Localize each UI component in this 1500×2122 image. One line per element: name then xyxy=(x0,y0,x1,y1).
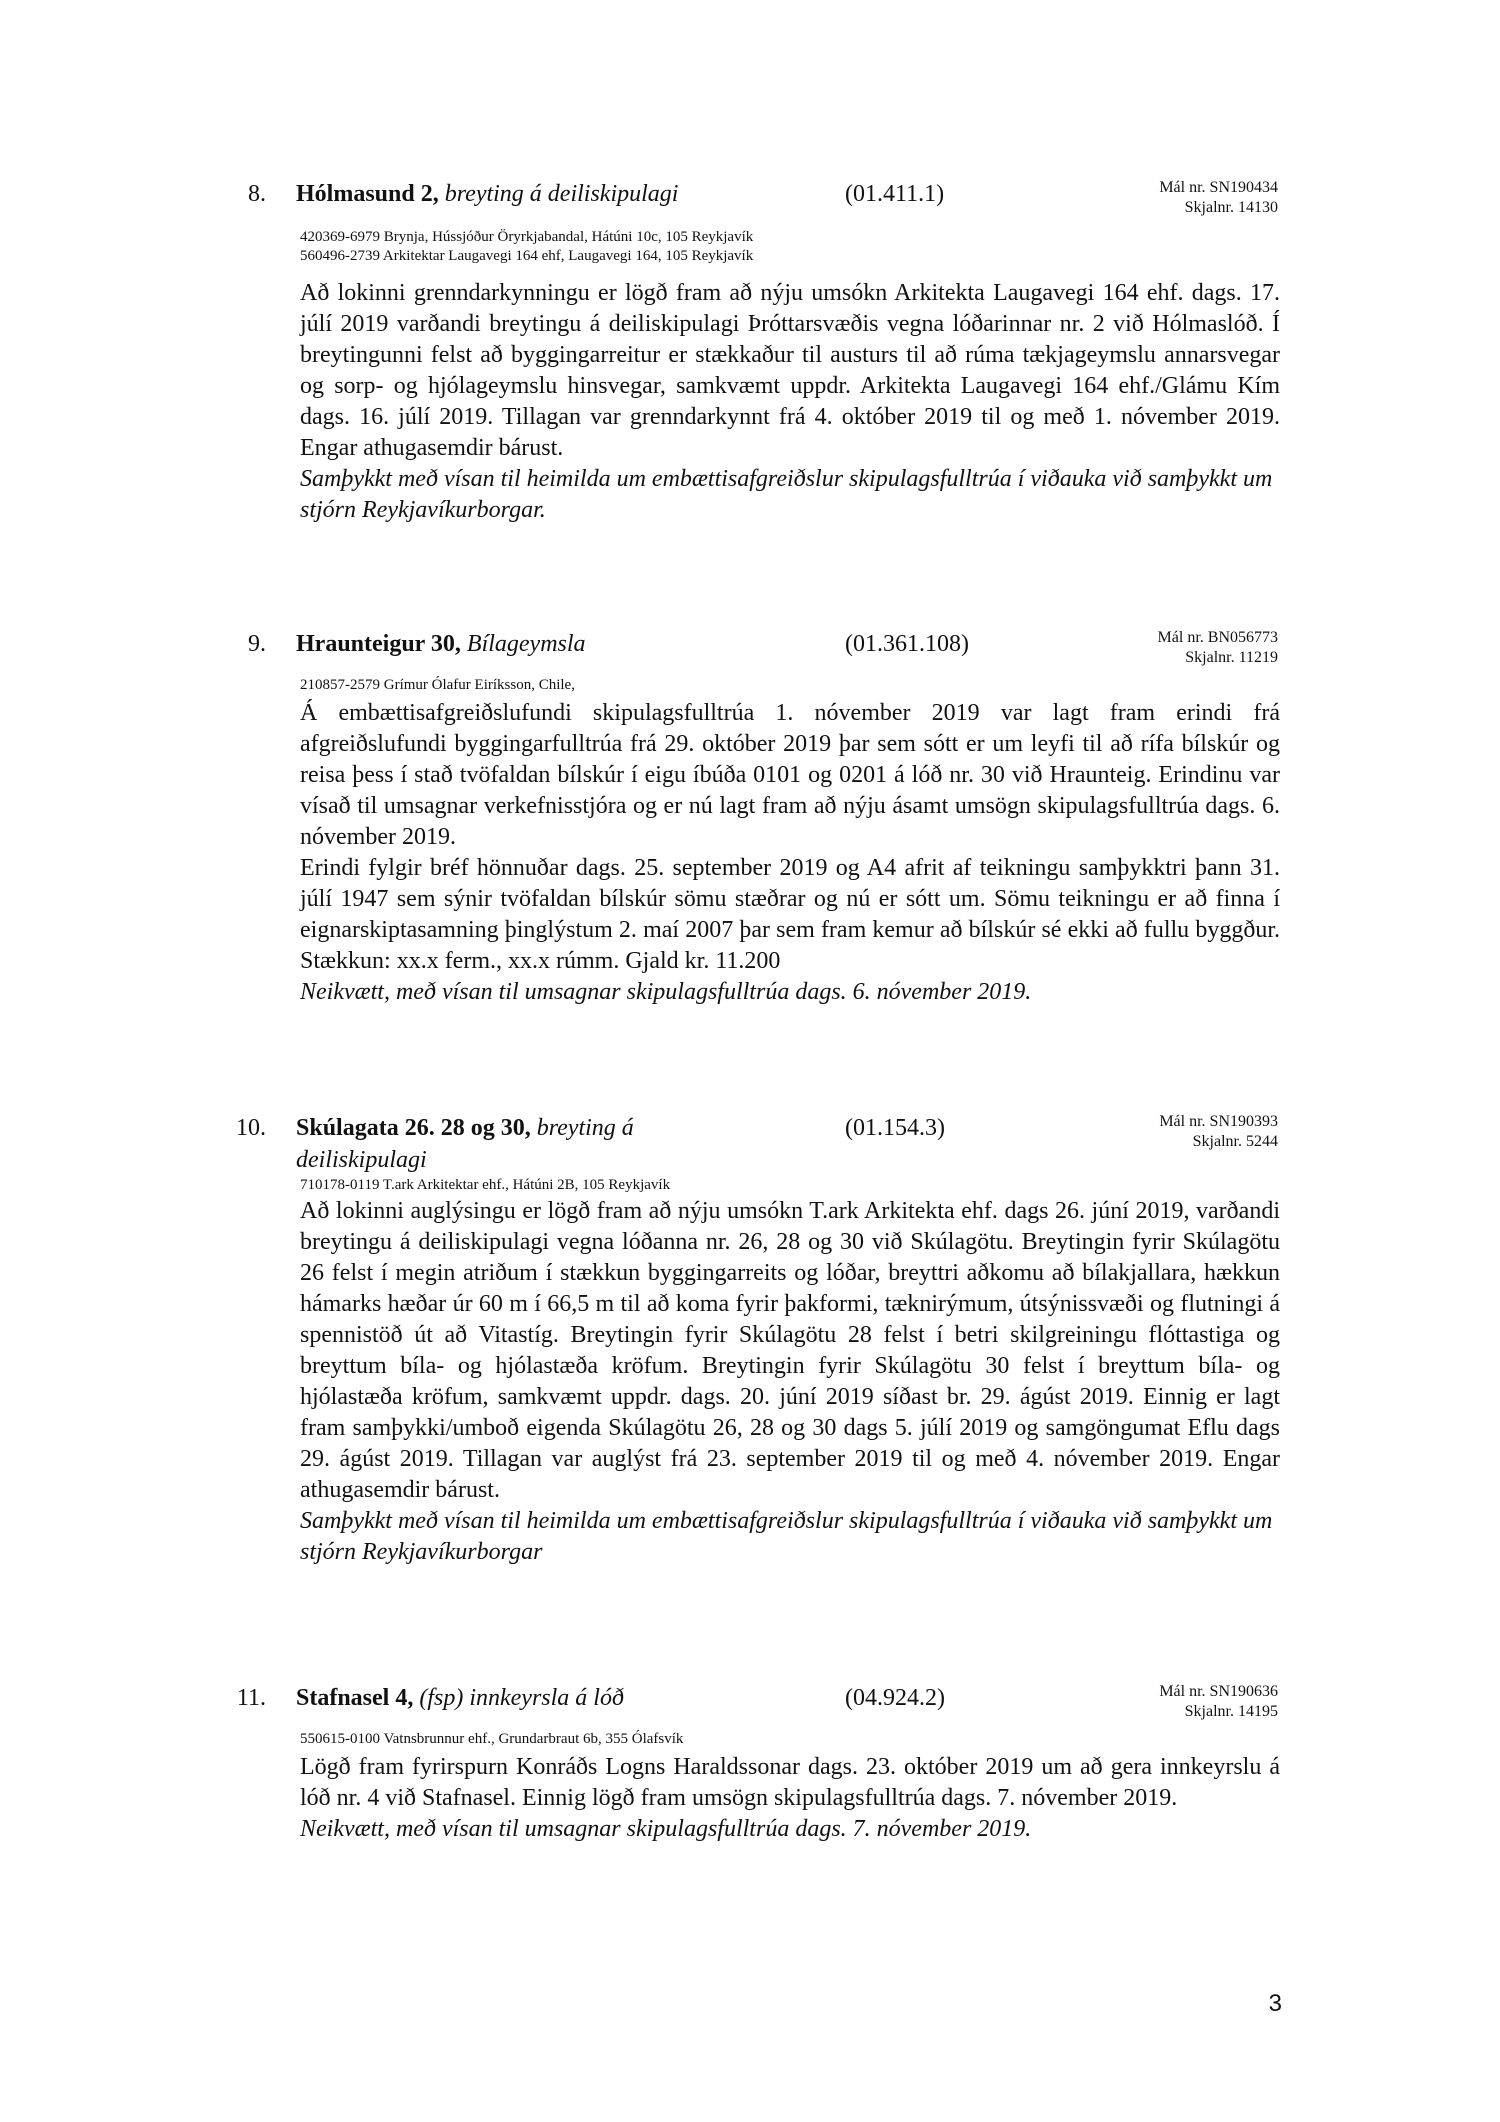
applicant-line: 710178-0119 T.ark Arkitektar ehf., Hátúni 2B, 105 Reykjavík xyxy=(300,1177,671,1193)
item-header xyxy=(0,1682,1500,1722)
item-land-code: (04.924.2) xyxy=(845,1685,945,1711)
item-subject: (fsp) innkeyrsla á lóð xyxy=(419,1685,624,1711)
document-number: Skjalnr. 14195 xyxy=(1184,1703,1278,1720)
item-title xyxy=(296,628,806,660)
item-land-code: (01.154.3) xyxy=(845,1115,945,1141)
item-number: 11. xyxy=(236,1685,266,1711)
item-header xyxy=(0,178,1500,218)
item-street: Stafnasel 4, xyxy=(296,1685,414,1711)
item-reference xyxy=(1159,1682,1278,1722)
item-number: 9. xyxy=(248,631,266,657)
agenda-item-8 xyxy=(0,178,1500,523)
item-header xyxy=(0,628,1500,668)
item-subject: Bílageymsla xyxy=(466,631,586,657)
item-paragraph: Að lokinni grenndarkynningu er lögð fram að nýju umsókn Arkitekta Laugavegi 164 ehf. dags. 17. júlí 2019 varðandi breytingu á deiliskipulagi Þróttarsvæðis vegna lóðarinnar nr. 2 við Hólmaslóð. Í breytingunni felst að byggingarreitur er stækkaður til austurs til að rúma tækjageymslu annarsvegar og sorp- og hjólageymslu hinsvegar, samkvæmt uppdr. Arkitekta Laugavegi 164 ehf./Glámu Kím dags. 16. júlí 2019. Tillagan var grenndarkynnt frá 4. október 2019 til og með 1. nóvember 2019. Engar athugasemdir bárust. xyxy=(300,280,1280,461)
item-paragraph: Erindi fylgir bréf hönnuðar dags. 25. september 2019 og A4 afrit af teikningu samþykktri þann 31. júlí 1947 sem sýnir tvöfaldan bílskúr sömu stæðrar og nú er sótt um. Sömu teikningu er að finna í eignarskiptasamning þinglýstum 2. maí 2007 þar sem fram kemur að bílskúr sé ekki að fullu byggður. Stækkun: xx.x ferm., xx.x rúmm. Gjald kr. 11.200 xyxy=(300,855,1280,974)
item-decision: Neikvætt, með vísan til umsagnar skipulagsfulltrúa dags. 6. nóvember 2019. xyxy=(300,979,1032,1005)
page-number: 3 xyxy=(1268,1990,1282,2017)
case-number: Mál nr. SN190393 xyxy=(1159,1113,1278,1130)
item-reference xyxy=(1159,1112,1278,1152)
applicant-line: 550615-0100 Vatnsbrunnur ehf., Grundarbraut 6b, 355 Ólafsvík xyxy=(300,1731,684,1747)
agenda-item-9 xyxy=(0,628,1500,1005)
case-number: Mál nr. SN190434 xyxy=(1159,179,1278,196)
document-number: Skjalnr. 14130 xyxy=(1184,199,1278,216)
case-number: Mál nr. BN056773 xyxy=(1157,629,1278,646)
item-subject: breyting á deiliskipulagi xyxy=(296,1115,634,1173)
item-decision: Samþykkt með vísan til heimilda um embættisafgreiðslur skipulagsfulltrúa í viðauka við samþykkt um stjórn Reykjavíkurborgar xyxy=(300,1508,1273,1565)
item-number: 8. xyxy=(248,181,266,207)
item-body xyxy=(300,278,1280,526)
document-number: Skjalnr. 11219 xyxy=(1185,649,1278,666)
item-title xyxy=(296,1682,806,1714)
item-title xyxy=(296,1112,716,1176)
item-reference xyxy=(1159,178,1278,218)
item-paragraph: Lögð fram fyrirspurn Konráðs Logns Haraldssonar dags. 23. október 2019 um að gera innkeyrslu á lóð nr. 4 við Stafnasel. Einnig lögð fram umsögn skipulagsfulltrúa dags. 7. nóvember 2019. xyxy=(300,1754,1280,1811)
item-decision: Neikvætt, með vísan til umsagnar skipulagsfulltrúa dags. 7. nóvember 2019. xyxy=(300,1816,1032,1842)
applicant-line: 420369-6979 Brynja, Hússjóður Öryrkjabandal, Hátúni 10c, 105 Reykjavík xyxy=(300,229,754,245)
agenda-item-10 xyxy=(0,1112,1500,1565)
item-header xyxy=(0,1112,1500,1173)
item-body xyxy=(300,1752,1280,1845)
item-reference xyxy=(1158,628,1278,668)
item-street: Hólmasund 2, xyxy=(296,181,439,207)
applicant-line: 210857-2579 Grímur Ólafur Eiríksson, Chile, xyxy=(300,677,575,693)
item-land-code: (01.361.108) xyxy=(845,631,969,657)
applicant-list xyxy=(300,1730,683,1749)
case-number: Mál nr. SN190636 xyxy=(1159,1683,1278,1700)
item-paragraph: Að lokinni auglýsingu er lögð fram að nýju umsókn T.ark Arkitekta ehf. dags 26. júní 2019, varðandi breytingu á deiliskipulagi vegna lóðanna nr. 26, 28 og 30 við Skúlagötu. Breytingin fyrir Skúlagötu 26 felst í megin atriðum í stækkun byggingarreits og lóðar, breyttri aðkomu að bílakjallara, hækkun hámarks hæðar úr 60 m í 66,5 m til að koma fyrir þakformi, tæknirýmum, útsýnissvæði og flutningi á spennistöð út að Vitastíg. Breytingin fyrir Skúlagötu 28 felst í betri skilgreiningu flóttastiga og breyttum bíla- og hjólastæða kröfum. Breytingin fyrir Skúlagötu 30 felst í breyttum bíla- og hjólastæða kröfum, samkvæmt uppdr. dags. 20. júní 2019 síðast br. 29. ágúst 2019. Einnig er lagt fram samþykki/umboð eigenda Skúlagötu 26, 28 og 30 dags 5. júlí 2019 og samgöngumat Eflu dags 29. ágúst 2019. Tillagan var auglýst frá 23. september 2019 til og með 4. nóvember 2019. Engar athugasemdir bárust. xyxy=(300,1198,1280,1503)
applicant-line: 560496-2739 Arkitektar Laugavegi 164 ehf, Laugavegi 164, 105 Reykjavík xyxy=(300,248,754,264)
item-body xyxy=(300,698,1280,1008)
document-number: Skjalnr. 5244 xyxy=(1192,1133,1278,1150)
applicant-list xyxy=(300,1176,670,1195)
agenda-item-11 xyxy=(0,1682,1500,1842)
applicant-list xyxy=(300,228,753,266)
item-paragraph: Á embættisafgreiðslufundi skipulagsfulltrúa 1. nóvember 2019 var lagt fram erindi frá afgreiðslufundi byggingarfulltrúa frá 29. október 2019 þar sem sótt er um leyfi til að rífa bílskúr og reisa þess í stað tvöfaldan bílskúr í eigu íbúða 0101 og 0201 á lóð nr. 30 við Hraunteig. Erindinu var vísað til umsagnar verkefnisstjóra og er nú lagt fram að nýju ásamt umsögn skipulagsfulltrúa dags. 6. nóvember 2019. xyxy=(300,700,1280,850)
item-subject: breyting á deiliskipulagi xyxy=(444,181,679,207)
item-body xyxy=(300,1196,1280,1568)
item-number: 10. xyxy=(236,1115,266,1141)
applicant-list xyxy=(300,676,575,695)
item-land-code: (01.411.1) xyxy=(845,181,945,207)
item-street: Skúlagata 26. 28 og 30, xyxy=(296,1115,531,1141)
item-decision: Samþykkt með vísan til heimilda um embættisafgreiðslur skipulagsfulltrúa í viðauka við samþykkt um stjórn Reykjavíkurborgar. xyxy=(300,466,1273,523)
item-title xyxy=(296,178,806,210)
item-street: Hraunteigur 30, xyxy=(296,631,461,657)
